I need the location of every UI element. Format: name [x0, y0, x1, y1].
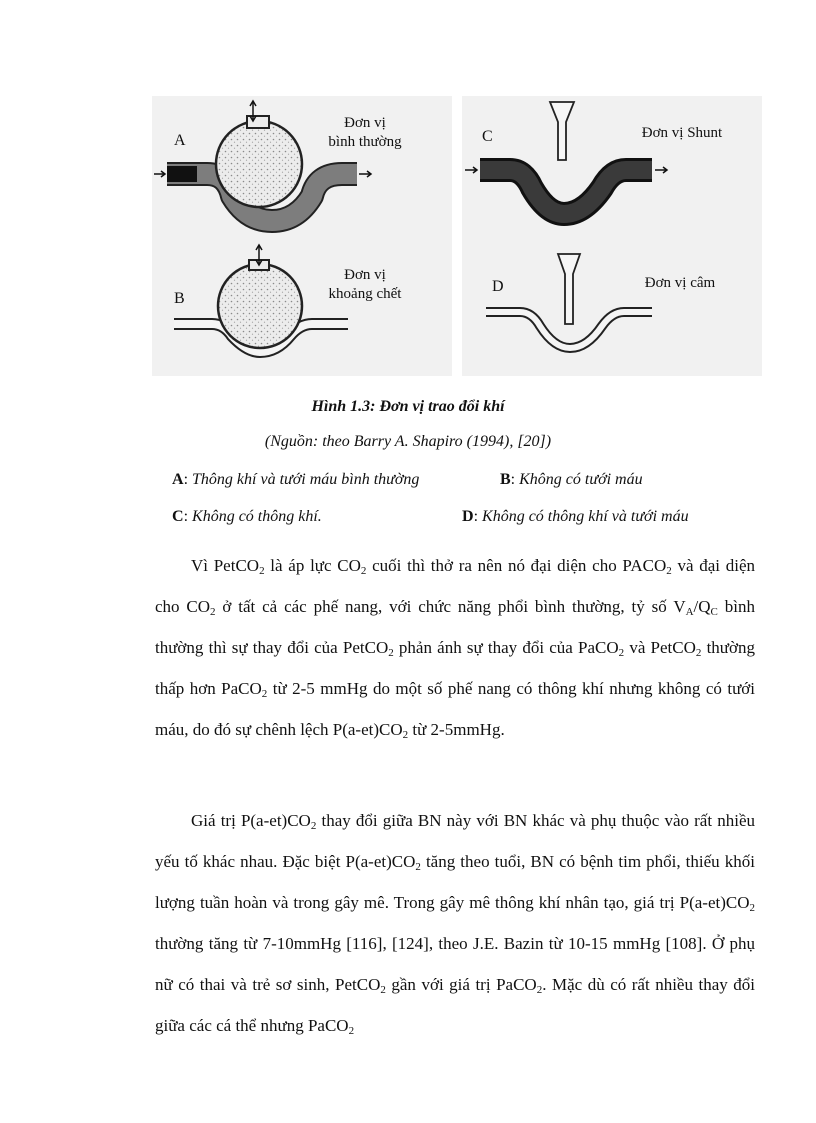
legend-c-text: Không có thông khí. [192, 508, 322, 525]
legend-b-text: Không có tưới máu [519, 471, 643, 488]
body-paragraph-2: Giá trị $P(a-et)CO_2$ thay đổi giữa BN này với BN khác và phụ thuộc vào rất nhiều yếu tố khác nhau. Đặc biệt $P(a-et)CO_2$ tăng theo tuổi, BN có bệnh tim phổi, thiếu khối lượng tuần hoàn và trong gây mê. Trong gây mê thông khí nhân tạo, giá trị $P(a-et)CO_2$ thường tăng từ 7-10mmHg [116], [124], theo J.E. Bazin từ 10-15 mmHg [108]. Ở phụ nữ có thai và trẻ sơ sinh, PetCO$_2$ gần với giá trị PaCO$_2$. Mặc dù có rất nhiều thay đổi giữa các cá thể nhưng PaCO$_2$ [155, 811, 755, 1037]
figure-caption-source: (Nguồn: theo Barry A. Shapiro (1994), [20]) [264, 433, 552, 450]
panel-d-label: Đơn vị câm [644, 275, 716, 291]
legend-a-key: A [172, 471, 184, 488]
panel-a-label-line2: bình thường [328, 134, 402, 150]
legend-b [500, 471, 643, 489]
panel-a-label-line1: Đơn vị [344, 115, 386, 131]
panel-a-letter: A [174, 132, 186, 149]
legend-d-text: Không có thông khí và tưới máu [482, 508, 689, 525]
legend-sep: : [473, 508, 483, 525]
legend-sep: : [183, 471, 193, 488]
legend-c-key: C [172, 508, 184, 525]
legend-d-key: D [462, 508, 474, 525]
panel-c-label: Đơn vị Shunt [641, 125, 723, 141]
figure-right-panels [462, 96, 762, 376]
legend-sep: : [510, 471, 520, 488]
panel-b-letter: B [174, 290, 185, 307]
panel-b-label [310, 266, 420, 304]
panel-c-letter: C [482, 128, 493, 145]
legend-b-key: B [500, 471, 511, 488]
body-paragraph-1: Vì PetCO$_2$ là áp lực $CO_2$ cuối thì thở ra nên nó đại diện cho $PACO_2$ và đại diện cho $CO_2$ ở tất cả các phế nang, với chức năng phổi bình thường, tỷ số $V_A/Q_C$ bình thường thì sự thay đổi của PetCO$_2$ phản ánh sự thay đổi của PaCO$_2$ và PetCO$_2$ thường thấp hơn PaCO$_2$ từ 2-5 mmHg do một số phế nang có thông khí nhưng không có tưới máu, do đó sự chênh lệch $P(a-et)CO_2$ từ 2-5mmHg. [155, 556, 756, 741]
figure-caption-title: Hình 1.3: Đơn vị trao đổi khí [311, 398, 505, 415]
panel-b-label-line2: khoảng chết [328, 286, 402, 302]
legend-a-text: Thông khí và tưới máu bình thường [192, 471, 420, 488]
panel-a-label [310, 114, 420, 152]
legend-sep: : [183, 508, 193, 525]
panel-d-letter: D [492, 278, 504, 295]
legend-a [172, 471, 419, 489]
figure-left-panels [152, 96, 452, 376]
legend-c [172, 508, 322, 526]
panel-b-label-line1: Đơn vị [344, 267, 386, 283]
legend-d [462, 508, 689, 526]
